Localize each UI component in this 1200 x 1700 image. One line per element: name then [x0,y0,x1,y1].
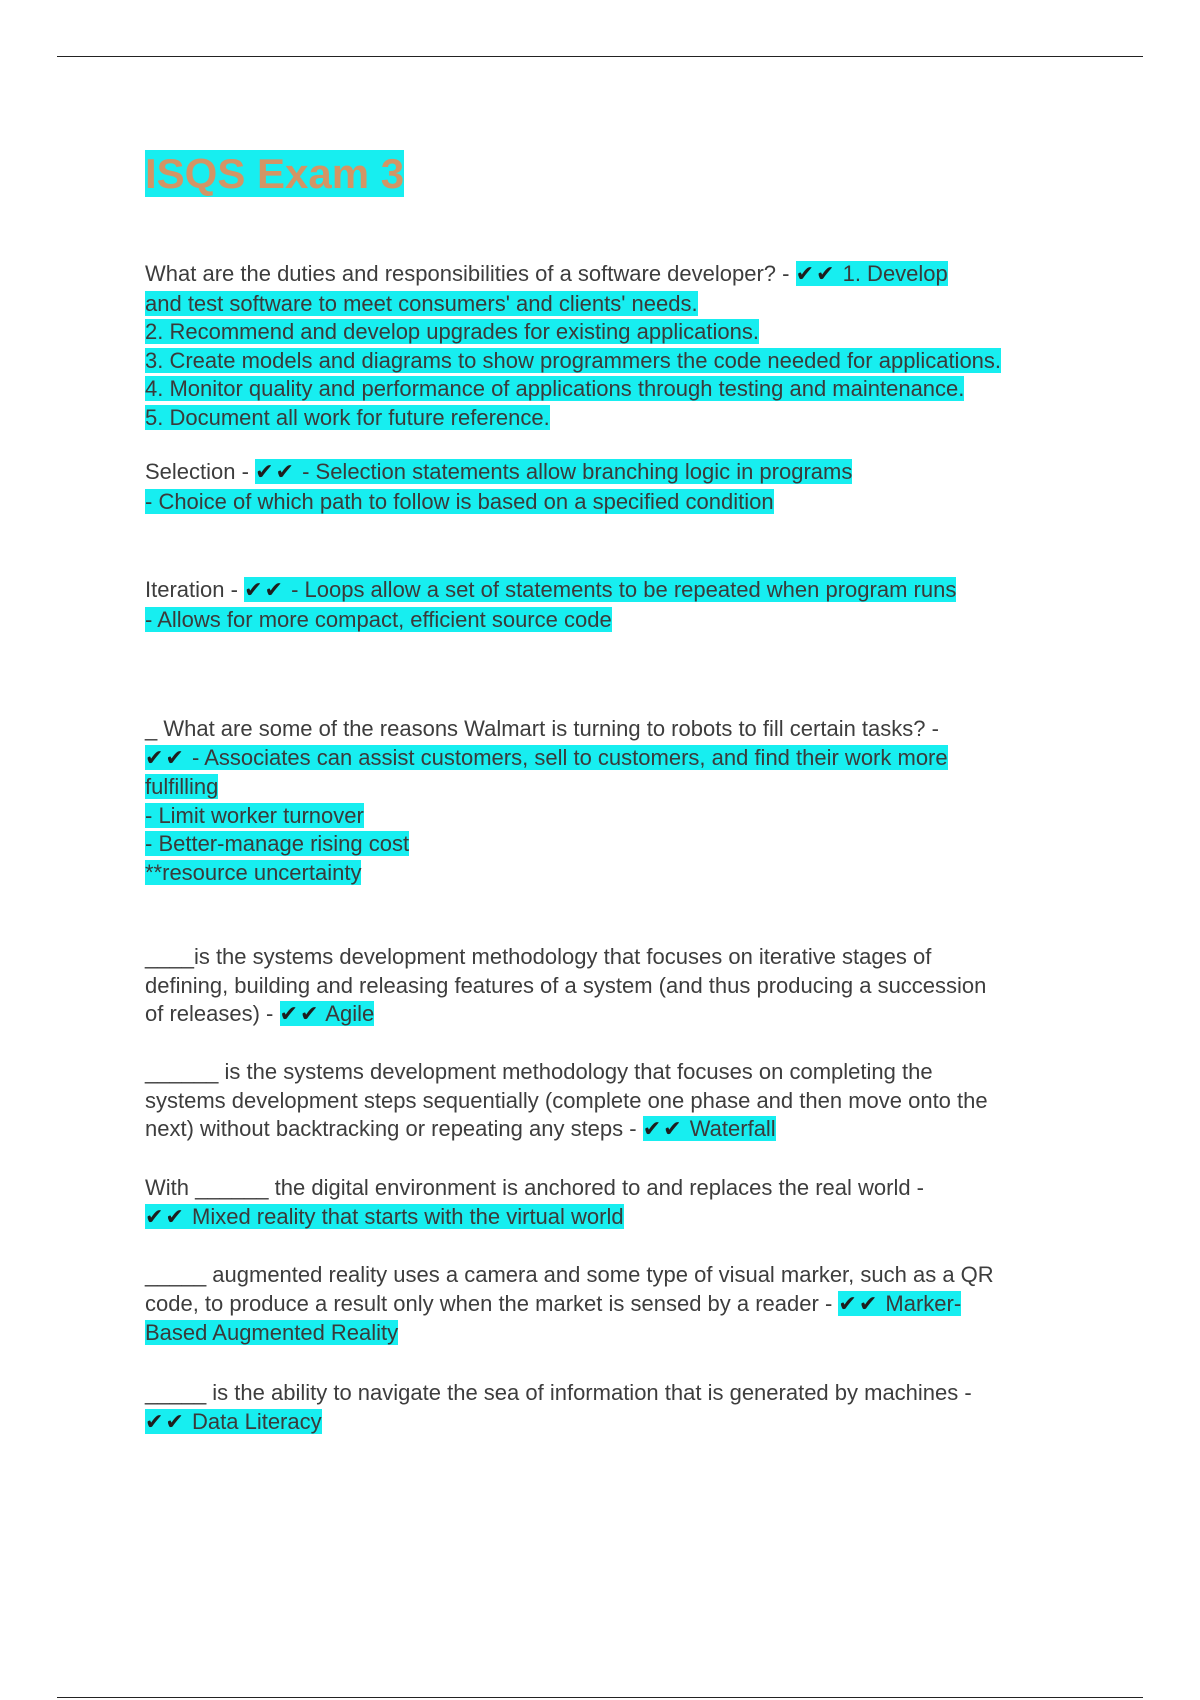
double-check-icon: ✔✔ [279,1002,321,1027]
question-text: _ What are some of the reasons Walmart is turning to robots to fill certain tasks? - [145,716,939,741]
qa-line [145,744,1095,774]
answer-text: Agile [325,1001,375,1026]
answer-highlight [145,1204,624,1229]
answer-highlight [643,1116,776,1141]
qa-line [145,318,1095,347]
question-text: ____is the systems development methodology that focuses on iterative stages of [145,944,932,969]
answer-text: - Selection statements allow branching logic in programs [302,459,853,484]
answer-text: Based Augmented Reality [145,1320,399,1345]
double-check-icon: ✔✔ [145,1409,186,1435]
qa-item-marker-based-ar [145,1261,1095,1348]
answer-highlight [244,577,956,602]
qa-line [145,802,1095,831]
answer-text: - Loops allow a set of statements to be repeated when program runs [291,577,957,602]
answer-highlight [145,745,948,770]
question-text: systems development steps sequentially (complete one phase and then move onto the [145,1087,988,1113]
double-check-icon: ✔✔ [642,1117,684,1142]
answer-text: 2. Recommend and develop upgrades for existing applications. [145,319,759,344]
qa-line [145,458,1095,488]
qa-item-agile [145,943,1095,1030]
answer-text: Waterfall [689,1116,776,1141]
question-text: code, to produce a result only when the market is sensed by a reader - [145,1290,833,1316]
answer-text: 1. Develop [842,261,948,286]
document-title: ISQS Exam 3 [145,150,405,197]
question-text: defining, building and releasing features of a system (and thus producing a succession [145,972,987,998]
answer-text: **resource uncertainty [145,859,362,885]
answer-text: - Limit worker turnover [145,802,364,828]
answer-text: - Better-manage rising cost [145,831,410,856]
qa-line [145,830,1095,859]
qa-line [145,576,1095,606]
question-text: _____ is the ability to navigate the sea of information that is generated by machines - [145,1380,972,1405]
answer-text: - Allows for more compact, efficient source code [145,606,612,632]
qa-item-selection [145,458,1095,516]
answer-text: - Associates can assist customers, sell to customers, and find their work more [192,744,948,770]
answer-text: - Choice of which path to follow is based on a specified condition [145,488,774,514]
answer-text: 5. Document all work for future reference. [145,404,550,430]
answer-text: Marker- [885,1290,962,1316]
qa-line [145,943,1095,972]
qa-item-data-literacy [145,1379,1095,1437]
double-check-icon: ✔✔ [145,745,186,771]
answer-text: 3. Create models and diagrams to show programmers the code needed for applications. [145,347,1002,373]
question-text: next) without backtracking or repeating any steps - [145,1116,637,1141]
qa-line [145,1319,1095,1348]
double-check-icon: ✔✔ [244,578,285,603]
answer-highlight [838,1291,961,1316]
qa-line [145,1290,1095,1320]
question-text: What are the duties and responsibilities of a software developer? - [145,261,790,286]
qa-line [145,1203,1095,1233]
question-text: With ______ the digital environment is anchored to and replaces the real world - [145,1175,925,1200]
question-text: Iteration - [145,577,238,602]
qa-item-software-developer [145,260,1095,432]
question-text: Selection - [145,459,249,484]
answer-text: and test software to meet consumers' and clients' needs. [145,290,698,316]
qa-line [145,1115,1095,1145]
qa-line [145,1000,1095,1030]
answer-text: Data Literacy [192,1408,322,1434]
qa-line [145,404,1095,433]
qa-line [145,606,1095,635]
qa-line [145,1087,1095,1116]
footer-rule [57,1697,1143,1698]
qa-line [145,972,1095,1001]
qa-line [145,1379,1095,1408]
question-text: ______ is the systems development methodology that focuses on completing the [145,1059,933,1084]
qa-item-mixed-reality [145,1174,1095,1232]
answer-highlight [145,1409,322,1434]
double-check-icon: ✔✔ [838,1291,880,1317]
qa-line [145,715,1095,744]
qa-line [145,859,1095,888]
answer-text: fulfilling [145,774,219,799]
double-check-icon: ✔✔ [145,1204,186,1230]
answer-text: 4. Monitor quality and performance of applications through testing and maintenance. [145,376,965,401]
qa-line [145,260,1095,290]
answer-text: Mixed reality that starts with the virtual world [192,1203,624,1229]
qa-item-iteration [145,576,1095,634]
qa-line [145,1174,1095,1203]
question-text: _____ augmented reality uses a camera and some type of visual marker, such as a QR [145,1262,994,1287]
answer-highlight [255,459,852,484]
double-check-icon: ✔✔ [255,460,296,485]
qa-line [145,1058,1095,1087]
question-text: of releases) - [145,1001,274,1026]
answer-highlight [280,1001,375,1026]
qa-line [145,290,1095,319]
qa-line [145,347,1095,376]
qa-line [145,1261,1095,1290]
qa-item-walmart-robots [145,715,1095,887]
header-rule [57,56,1143,57]
qa-line [145,1408,1095,1438]
double-check-icon: ✔✔ [795,262,837,287]
qa-line [145,773,1095,802]
answer-highlight [796,261,948,286]
qa-item-waterfall [145,1058,1095,1145]
qa-line [145,488,1095,517]
qa-line [145,375,1095,404]
